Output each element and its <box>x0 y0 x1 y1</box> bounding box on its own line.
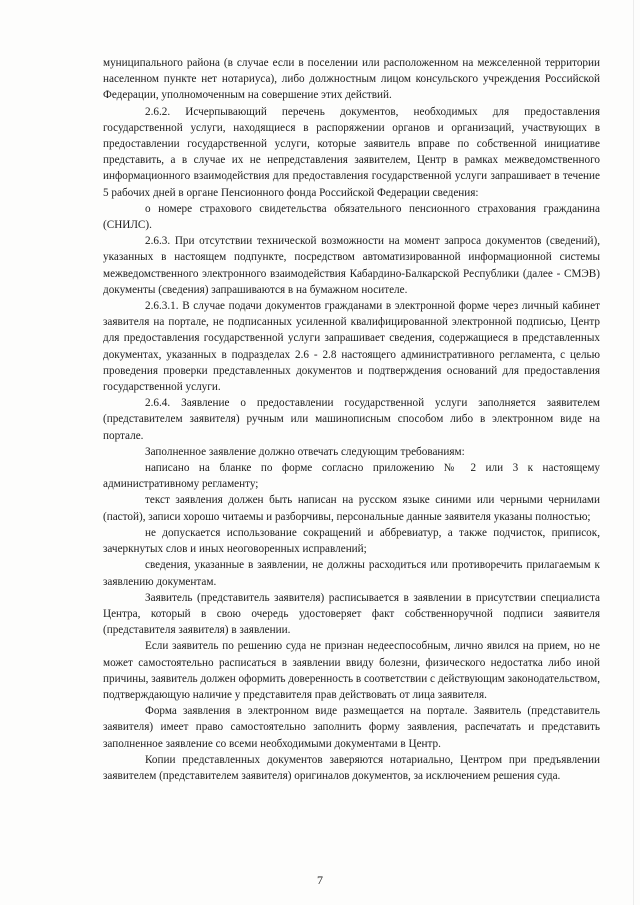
paragraph: муниципального района (в случае если в поселении или расположенном на межселенной территории населенном пункте нет нотариуса), либо должностным лицом консульского учреждения Российской Федерации, уполномоченным на совершение этих действий. <box>103 57 600 102</box>
paragraph: 2.6.2. Исчерпывающий перечень документов, необходимых для предоставления государственной услуги, находящиеся в распоряжении органов и организаций, участвующих в предоставлении государственной услуги, которые заявитель вправе по собственной инициативе представить, а в случае их не непредставления заявителем, Центр в рамках межведомственного информационного взаимодействия для предоставления государственной услуги запрашивает в течение 5 рабочих дней в органе Пенсионного фонда Российской Федерации сведения: <box>103 105 600 199</box>
paragraph: не допускается использование сокращений и аббревиатур, а также подчисток, приписок, зачеркнутых слов и иных неоговоренных исправлений; <box>103 526 600 556</box>
paragraph: Форма заявления в электронном виде размещается на портале. Заявитель (представитель заявителя) имеет право самостоятельно заполнить форму заявления, распечатать и представить заполненное заявление со всеми необходимыми документами в Центр. <box>103 705 600 750</box>
paragraph: 2.6.4. Заявление о предоставлении государственной услуги заполняется заявителем (представителем заявителя) ручным или машинописным способом либо в электронном виде на портале. <box>103 397 600 442</box>
page-number: 7 <box>317 873 323 887</box>
paragraph: сведения, указанные в заявлении, не должны расходиться или противоречить прилагаемым к заявлению документам. <box>103 559 600 588</box>
paragraph: 2.6.3. При отсутствии технической возможности на момент запроса документов (сведений), указанных в настоящем подпункте, посредством автоматизированной информационной системы межведомственного электронного взаимодействия Кабардино-Балкарской Республики (далее - СМЭВ) документы (сведения) запрашиваются в на бумажном носителе. <box>103 235 600 296</box>
paragraph: Если заявитель по решению суда не признан недееспособным, лично явился на прием, но не может самостоятельно расписаться в заявлении ввиду болезни, физического недостатка либо иной причины, заявитель должен оформить доверенность в соответствии с действующим законодательством, подтверждающую наличие у представителя прав действовать от лица заявителя. <box>103 640 600 701</box>
paragraph: написано на бланке по форме согласно приложению № 2 или 3 к настоящему административному регламенту; <box>103 462 600 491</box>
scan-edge <box>633 0 634 905</box>
paragraph: Копии представленных документов заверяются нотариально, Центром при предъявлении заявителем (представителем заявителя) оригиналов документов, за исключением решения суда. <box>103 753 600 782</box>
document-body <box>103 55 600 784</box>
paragraph: о номере страхового свидетельства обязательного пенсионного страхования гражданина (СНИЛС). <box>103 202 600 232</box>
paragraph: 2.6.3.1. В случае подачи документов гражданами в электронной форме через личный кабинет заявителя на портале, не подписанных усиленной квалифицированной электронной подписью, Центр для предоставления государственной услуги запрашивает сведения, содержащиеся в представленных документах, указанных в подразделах 2.6 - 2.8 настоящего административного регламента, с целью проведения проверки представленных документов и подтверждения оснований для предоставления государственной услуги. <box>103 300 600 394</box>
paragraph: текст заявления должен быть написан на русском языке синими или черными чернилами (пастой), записи хорошо читаемы и разборчивы, персональные данные заявителя указаны полностью; <box>103 494 600 523</box>
paragraph: Заявитель (представитель заявителя) расписывается в заявлении в присутствии специалиста Центра, который в свою очередь удостоверяет факт собственноручной подписи заявителя (представителя заявителя) в заявлении. <box>103 591 600 637</box>
paragraph: Заполненное заявление должно отвечать следующим требованиям: <box>145 445 465 458</box>
